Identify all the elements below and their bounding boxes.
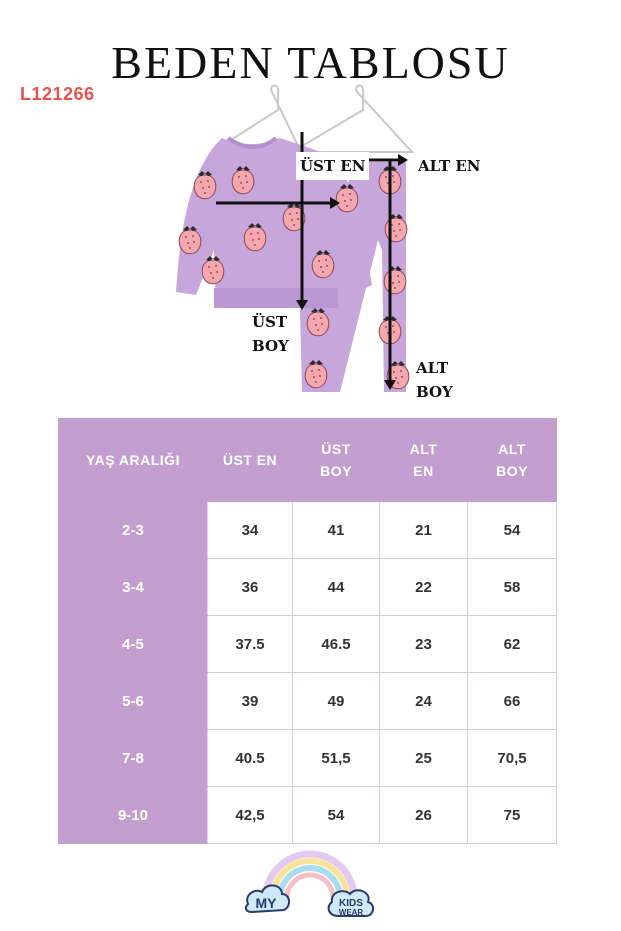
hanger-icon bbox=[215, 86, 412, 153]
cell-ust-boy: 46.5 bbox=[293, 616, 380, 673]
table-row bbox=[59, 502, 557, 559]
cell-alt-en: 21 bbox=[380, 502, 468, 559]
label-alt-en: ALT EN bbox=[418, 157, 481, 175]
logo-text-kids: KIDS bbox=[339, 898, 363, 909]
cell-alt-en: 25 bbox=[380, 730, 468, 787]
cell-age: 2-3 bbox=[59, 502, 208, 559]
label-alt-boy-line2: BOY bbox=[416, 383, 453, 401]
cell-ust-en: 40.5 bbox=[208, 730, 293, 787]
cell-ust-boy: 44 bbox=[293, 559, 380, 616]
table-row bbox=[59, 616, 557, 673]
cell-ust-en: 39 bbox=[208, 673, 293, 730]
table-row bbox=[59, 730, 557, 787]
cell-age: 9-10 bbox=[59, 787, 208, 844]
size-table bbox=[58, 418, 557, 844]
page-title: BEDEN TABLOSU bbox=[111, 37, 510, 88]
cell-age: 5-6 bbox=[59, 673, 208, 730]
cell-age: 3-4 bbox=[59, 559, 208, 616]
logo-text-wear: WEAR bbox=[338, 908, 364, 917]
cell-alt-boy: 54 bbox=[468, 502, 557, 559]
cell-ust-boy: 41 bbox=[293, 502, 380, 559]
cell-alt-en: 26 bbox=[380, 787, 468, 844]
product-code: L121266 bbox=[20, 84, 95, 104]
label-ust-boy-line1: ÜST bbox=[252, 313, 288, 331]
header-age: YAŞ ARALIĞI bbox=[59, 419, 208, 502]
cell-ust-en: 34 bbox=[208, 502, 293, 559]
label-alt-boy-line1: ALT bbox=[416, 359, 449, 377]
table-header-row bbox=[59, 419, 557, 502]
cell-ust-en: 37.5 bbox=[208, 616, 293, 673]
table-row bbox=[59, 673, 557, 730]
cell-alt-en: 23 bbox=[380, 616, 468, 673]
brand-logo bbox=[240, 838, 380, 926]
logo-text-my: MY bbox=[255, 895, 277, 911]
cell-ust-en: 36 bbox=[208, 559, 293, 616]
garment-illustration bbox=[0, 80, 621, 410]
cell-ust-boy: 49 bbox=[293, 673, 380, 730]
cell-ust-boy: 51,5 bbox=[293, 730, 380, 787]
table-row bbox=[59, 787, 557, 844]
cell-age: 4-5 bbox=[59, 616, 208, 673]
cell-alt-boy: 75 bbox=[468, 787, 557, 844]
cell-alt-en: 22 bbox=[380, 559, 468, 616]
cell-ust-boy: 54 bbox=[293, 787, 380, 844]
cell-alt-boy: 58 bbox=[468, 559, 557, 616]
cell-age: 7-8 bbox=[59, 730, 208, 787]
header-ust-en: ÜST EN bbox=[208, 419, 293, 502]
cell-alt-boy: 70,5 bbox=[468, 730, 557, 787]
cell-alt-boy: 62 bbox=[468, 616, 557, 673]
header-alt-boy: ALT BOY bbox=[468, 419, 557, 502]
header-alt-en: ALT EN bbox=[380, 419, 468, 502]
cell-ust-en: 42,5 bbox=[208, 787, 293, 844]
cell-alt-boy: 66 bbox=[468, 673, 557, 730]
label-ust-en: ÜST EN bbox=[296, 152, 369, 180]
header-ust-boy: ÜST BOY bbox=[293, 419, 380, 502]
label-ust-boy-line2: BOY bbox=[252, 337, 289, 355]
table-row bbox=[59, 559, 557, 616]
cell-alt-en: 24 bbox=[380, 673, 468, 730]
